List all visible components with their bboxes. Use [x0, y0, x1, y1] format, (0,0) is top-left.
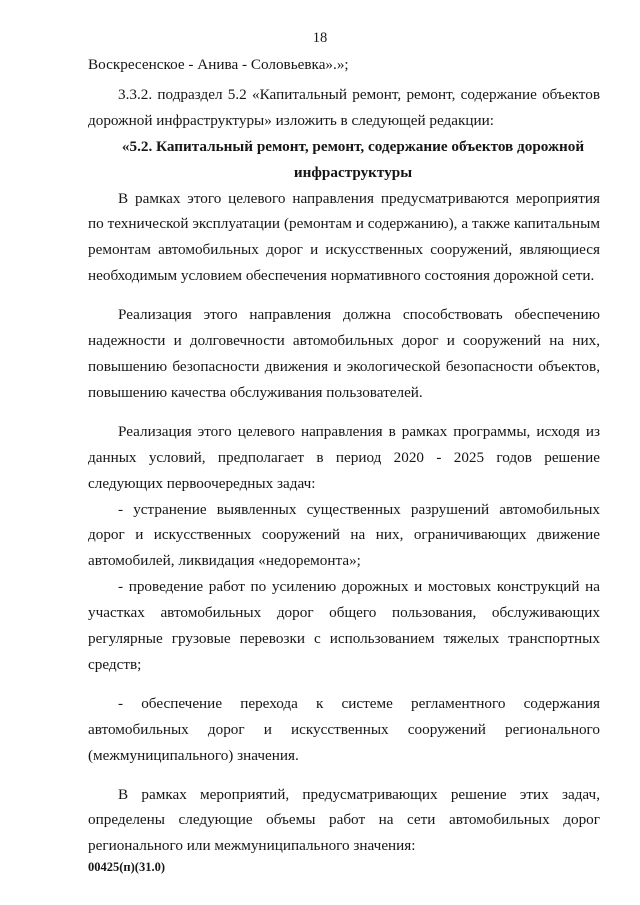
document-body — [88, 52, 600, 859]
section-heading: «5.2. Капитальный ремонт, ремонт, содержание объектов дорожной инфраструктуры — [121, 137, 585, 181]
paragraph-amendment: 3.3.2. подраздел 5.2 «Капитальный ремонт, ремонт, содержание объектов дорожной инфраструктуры» изложить в следующей редакции: — [88, 85, 600, 129]
list-item-task-2: - проведение работ по усилению дорожных и мостовых конструкций на участках автомобильных дорог общего пользования, обслуживающих регулярные грузовые перевозки с использованием тяжелых транспортных средств; — [88, 578, 600, 673]
list-item-task-1: - устранение выявленных существенных разрушений автомобильных дорог и искусственных сооружений на них, ограничивающих движение автомобилей, ликвидация «недоремонта»; — [88, 500, 600, 570]
paragraph-volumes: В рамках мероприятий, предусматривающих решение этих задач, определены следующие объемы работ на сети автомобильных дорог регионального или межмуниципального значения: — [88, 785, 600, 855]
document-code: 00425(п)(31.0) — [88, 860, 165, 874]
list-item-task-3: - обеспечение перехода к системе регламентного содержания автомобильных дорог и искусственных сооружений регионального (межмуниципального) значения. — [88, 694, 600, 764]
paragraph-intro: В рамках этого целевого направления предусматриваются мероприятия по технической эксплуатации (ремонтам и содержанию), а также капитальным ремонтам автомобильных дорог и искусственных сооружений, являющиеся необходимым условием обеспечения нормативного состояния дорожной сети. — [88, 189, 600, 285]
page-number: 18 — [312, 30, 328, 46]
paragraph-goals: Реализация этого направления должна способствовать обеспечению надежности и долговечности автомобильных дорог и сооружений на них, повышению безопасности движения и экологической безопасности объектов, повышению качества обслуживания пользователей. — [88, 306, 600, 401]
paragraph-continuation: Воскресенское - Анива - Соловьевка».»; — [88, 56, 349, 73]
paragraph-tasks-intro: Реализация этого целевого направления в рамках программы, исходя из данных условий, предполагает в период 2020 - 2025 годов решение следующих первоочередных задач: — [88, 422, 600, 492]
